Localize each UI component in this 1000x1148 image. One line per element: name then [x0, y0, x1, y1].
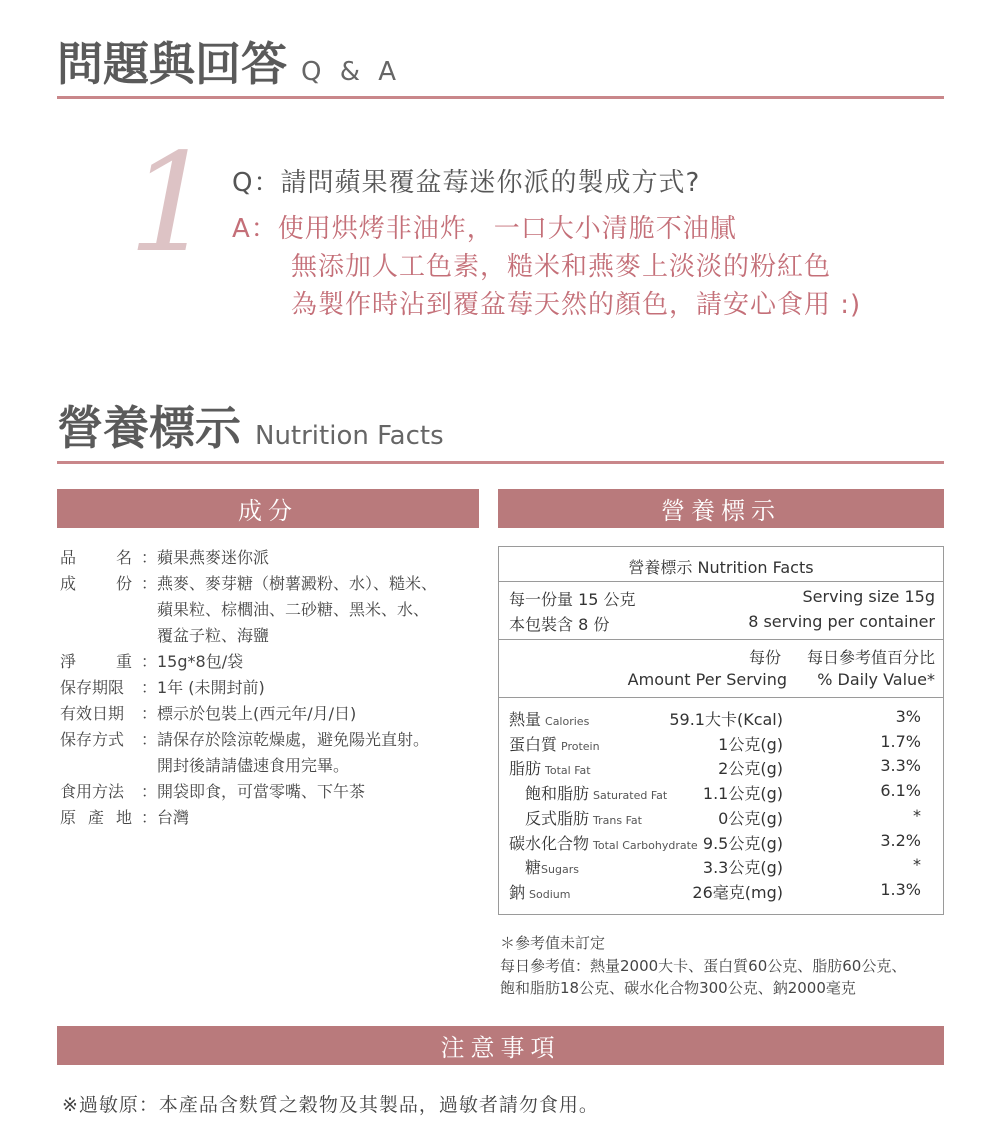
- nutrition-subtitle: Nutrition Facts: [255, 421, 444, 451]
- usage-value: 開袋即食，可當零嘴、下午茶: [157, 782, 366, 801]
- nutrient-name-en: Trans Fat: [593, 813, 642, 827]
- nutrient-name: [525, 806, 642, 829]
- question-number: 1: [128, 125, 215, 283]
- nutrient-name: [509, 831, 698, 854]
- qa-heading: [57, 28, 401, 94]
- nutrition-bar: 營養標示: [498, 489, 944, 528]
- per-container-zh: 本包裝含 8 份: [509, 615, 610, 634]
- ingredients-list: [60, 545, 480, 831]
- nutrition-divider: [57, 461, 944, 464]
- shelf-life-label: 保存期限: [60, 678, 125, 697]
- daily-value-en: % Daily Value*: [817, 670, 935, 689]
- storage-value: 請保存於陰涼乾燥處，避免陽光直射。 開封後請請儘速食用完畢。: [157, 730, 430, 775]
- nutrient-name-en: Saturated Fat: [593, 789, 668, 803]
- serving-size-en: Serving size 15g: [802, 587, 935, 606]
- nutrient-amount: 3.3公克(g): [702, 858, 783, 878]
- nutrient-daily-value: *: [913, 805, 921, 825]
- ingredients-row: 成 份 ： 燕麥、麥芽糖（樹薯澱粉、水）、糙米、 蘋果粒、棕櫚油、二砂糖、黑米、水、 覆盆子粒、海鹽: [60, 571, 480, 649]
- product-name-row: 品 名 ： 蘋果燕麥迷你派: [60, 545, 480, 571]
- product-name-label: 品 名: [60, 548, 132, 567]
- per-serving-zh: 每份: [749, 648, 782, 667]
- caution-bar: 注意事項: [57, 1026, 944, 1065]
- origin-row: 原 產 地 ： 台灣: [60, 805, 480, 831]
- nutrient-name-en: Protein: [561, 739, 600, 753]
- nutrient-name: [509, 756, 591, 779]
- nutrient-name-zh: 碳水化合物: [509, 833, 590, 853]
- nutrient-name-zh: 蛋白質: [509, 734, 558, 754]
- nutrient-amount: 26毫克(mg): [692, 882, 783, 902]
- amount-per-serving-en: Amount Per Serving: [627, 670, 787, 689]
- footnote-daily-reference-2: 飽和脂肪18公克、碳水化合物300公克、鈉2000毫克: [500, 979, 856, 997]
- nutrient-daily-value: 3%: [895, 707, 921, 726]
- net-weight-row: 淨 重 ： 15g*8包/袋: [60, 649, 480, 675]
- nutrient-name-zh: 糖: [525, 858, 542, 878]
- nutrient-daily-value: 6.1%: [880, 781, 921, 801]
- nutrient-name-en: Total Fat: [545, 764, 591, 778]
- nutrient-name-en: Total Carbohydrate: [593, 838, 698, 852]
- question-text: Q：請問蘋果覆盆莓迷你派的製成方式?: [232, 168, 701, 198]
- storage-row: 保存方式 ： 請保存於陰涼乾燥處，避免陽光直射。 開封後請請儘速食用完畢。: [60, 727, 480, 779]
- nutrient-amount: 9.5公克(g): [702, 833, 783, 853]
- nutrient-name: [509, 707, 589, 730]
- answer-line-1: A：使用烘烤非油炸，一口大小清脆不油膩: [232, 214, 737, 244]
- nutrient-daily-value: 1.7%: [880, 731, 921, 751]
- nutrient-name-en: Sugars: [541, 863, 579, 877]
- nutrient-name: [525, 855, 579, 878]
- nutrient-daily-value: 3.2%: [880, 830, 921, 850]
- nutrient-name: [509, 880, 570, 903]
- daily-reference-zh: 每日參考值百分比: [806, 648, 935, 667]
- product-name-value: 蘋果燕麥迷你派: [157, 548, 270, 567]
- table-divider: [499, 639, 943, 640]
- nutrient-name-zh: 反式脂肪: [525, 808, 590, 828]
- net-weight-value: 15g*8包/袋: [157, 652, 244, 671]
- nutrient-amount: 0公克(g): [718, 808, 783, 828]
- per-container-en: 8 serving per container: [748, 612, 935, 631]
- allergen-notice: ※過敏原：本產品含麩質之穀物及其製品，過敏者請勿食用。: [62, 1094, 599, 1116]
- qa-subtitle: Q & A: [301, 57, 402, 87]
- storage-label: 保存方式: [60, 730, 125, 749]
- nutrient-daily-value: *: [913, 855, 921, 875]
- nutrient-name: [509, 732, 600, 755]
- usage-row: 食用方法 ： 開袋即食，可當零嘴、下午茶: [60, 779, 480, 805]
- nutrient-name-en: Calories: [545, 715, 590, 728]
- answer-line-3: 為製作時沾到覆盆莓天然的顏色，請安心食用 :): [291, 290, 862, 320]
- shelf-life-row: 保存期限 ： 1年 (未開封前): [60, 675, 480, 701]
- nutrient-daily-value: 3.3%: [880, 756, 921, 776]
- qa-title: 問題與回答: [57, 37, 287, 91]
- nutrient-amount: 2公克(g): [718, 759, 783, 779]
- nutrition-heading: [57, 392, 444, 458]
- nutrient-amount: 1公克(g): [718, 734, 783, 754]
- expiry-row: 有效日期 ： 標示於包裝上(西元年/月/日): [60, 701, 480, 727]
- ingredients-bar: 成分: [57, 489, 479, 528]
- nutrient-name-zh: 熱量: [509, 710, 542, 729]
- expiry-label: 有效日期: [60, 704, 125, 723]
- expiry-value: 標示於包裝上(西元年/月/日): [157, 704, 357, 723]
- nutrient-name: [525, 781, 667, 804]
- nutrition-facts-table: [498, 546, 944, 915]
- table-divider: [499, 697, 943, 698]
- nutrient-name-zh: 脂肪: [509, 759, 542, 779]
- nutrition-table-header: 營養標示 Nutrition Facts: [628, 558, 814, 577]
- footnote-daily-reference-1: 每日參考值：熱量2000大卡、蛋白質60公克、脂肪60公克、: [500, 957, 907, 975]
- usage-label: 食用方法: [60, 782, 125, 801]
- table-divider: [499, 581, 943, 582]
- origin-label: 原 產 地: [60, 808, 132, 827]
- origin-value: 台灣: [157, 808, 190, 827]
- nutrient-amount: 1.1公克(g): [702, 784, 783, 804]
- nutrient-amount: 59.1大卡(Kcal): [669, 710, 783, 729]
- net-weight-label: 淨 重: [60, 652, 132, 671]
- nutrition-title: 營養標示: [57, 401, 241, 455]
- serving-size-zh: 每一份量 15 公克: [509, 590, 636, 609]
- footnote-undefined: ＊參考值未訂定: [500, 934, 606, 952]
- nutrient-name-zh: 飽和脂肪: [525, 784, 590, 804]
- ingredients-value: 燕麥、麥芽糖（樹薯澱粉、水）、糙米、 蘋果粒、棕櫚油、二砂糖、黑米、水、 覆盆子粒、海鹽: [157, 574, 438, 645]
- ingredients-label: 成 份: [60, 574, 132, 593]
- shelf-life-value: 1年 (未開封前): [157, 678, 265, 697]
- nutrient-name-zh: 鈉: [509, 882, 526, 902]
- answer-line-2: 無添加人工色素，糙米和燕麥上淡淡的粉紅色: [291, 252, 832, 282]
- nutrient-daily-value: 1.3%: [880, 879, 921, 899]
- qa-divider: [57, 96, 944, 99]
- nutrient-name-en: Sodium: [529, 887, 571, 901]
